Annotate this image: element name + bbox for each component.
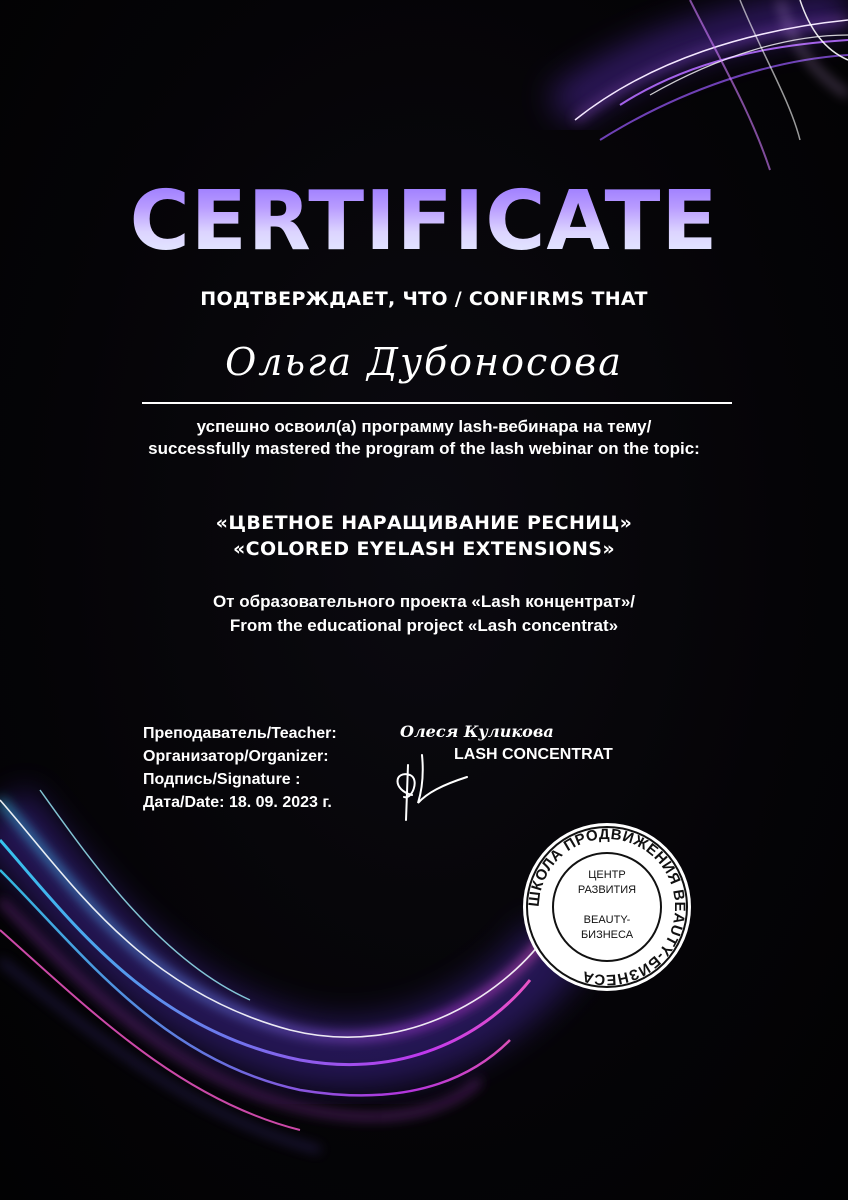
confirms-line: ПОДТВЕРЖДАЕТ, ЧТО / CONFIRMS THAT bbox=[200, 288, 648, 310]
project-ru: От образовательного проекта «Lash концентрат»/ bbox=[212, 592, 636, 611]
organizer-name: LASH CONCENTRAT bbox=[454, 746, 613, 763]
recipient-name: Ольга Дубоносова bbox=[225, 340, 623, 384]
stamp-ring-text: ШКОЛА ПРОДВИЖЕНИЯ BEAUTY-БИЗНЕСА bbox=[525, 825, 689, 989]
teacher-name: Олеся Куликова bbox=[400, 722, 554, 741]
mastered-ru: успешно освоил(а) программу lash-вебинара на тему/ bbox=[196, 417, 652, 436]
school-stamp bbox=[522, 812, 692, 1002]
handwritten-signature bbox=[382, 745, 472, 825]
topic-en: «COLORED EYELASH EXTENSIONS» bbox=[232, 538, 616, 560]
date-row bbox=[143, 791, 337, 814]
stamp-center-line3: BEAUTY- bbox=[583, 914, 631, 926]
certificate-details bbox=[143, 722, 337, 814]
project-en: From the educational project «Lash concentrat» bbox=[229, 616, 619, 635]
project-statement bbox=[120, 590, 728, 638]
date-label: Дата/Date: bbox=[143, 794, 225, 811]
teacher-label: Преподаватель/Teacher: bbox=[143, 725, 337, 742]
date-value: 18. 09. 2023 г. bbox=[228, 794, 332, 811]
certificate-title: CERTIFICATE bbox=[0, 172, 848, 272]
stamp-center-line2: РАЗВИТИЯ bbox=[577, 884, 637, 896]
mastered-en: successfully mastered the program of the lash webinar on the topic: bbox=[148, 439, 700, 458]
mastered-statement bbox=[120, 416, 728, 460]
stamp-center-line4: БИЗНЕСА bbox=[580, 929, 634, 941]
webinar-topic bbox=[120, 510, 728, 562]
organizer-label: Организатор/Organizer: bbox=[143, 748, 329, 765]
topic-ru: «ЦВЕТНОЕ НАРАЩИВАНИЕ РЕСНИЦ» bbox=[215, 512, 633, 534]
signature-label: Подпись/Signature : bbox=[143, 771, 301, 788]
stamp-center-line1: ЦЕНТР bbox=[588, 869, 626, 881]
bottom-left-light-streaks bbox=[0, 790, 560, 1150]
top-right-light-streaks bbox=[560, 0, 848, 170]
name-underline bbox=[142, 402, 732, 404]
